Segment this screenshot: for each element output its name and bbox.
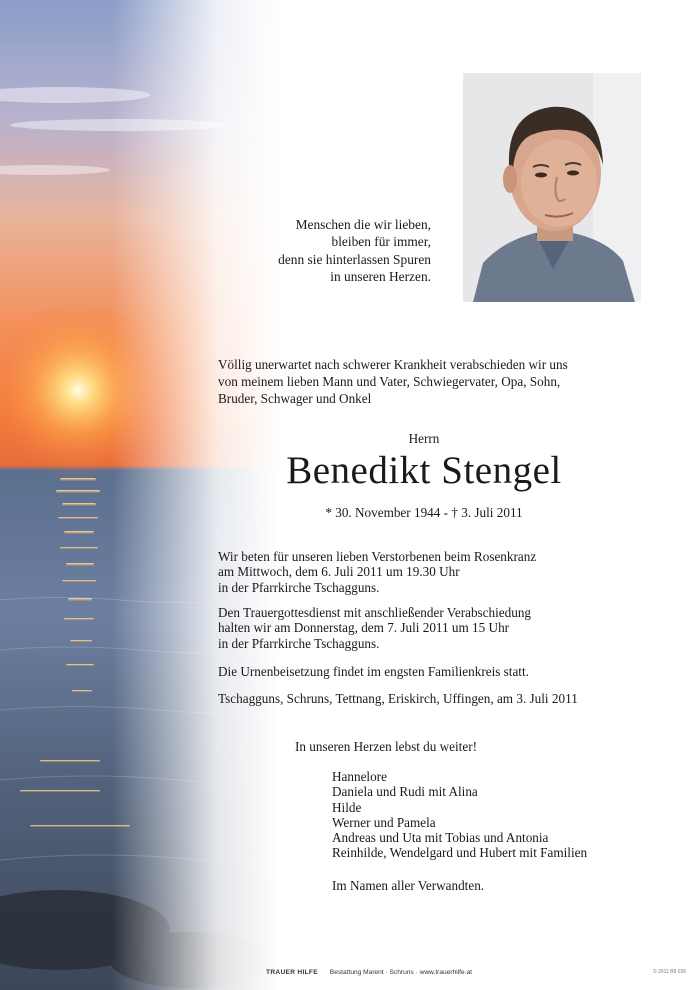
closing-line: Im Namen aller Verwandten. <box>332 878 485 893</box>
mourner-entry: Andreas und Uta mit Tobias und Antonia <box>332 830 549 846</box>
memorial-quote <box>230 216 431 286</box>
place-and-date: Tschagguns, Schruns, Tettnang, Eriskirch, Uffingen, am 3. Juli 2011 <box>218 691 578 706</box>
announcement-line: Wir beten für unseren lieben Verstorbenen beim Rosenkranz <box>218 549 537 564</box>
intro-paragraph <box>218 356 638 408</box>
honorific: Herrn <box>408 431 440 446</box>
mourners-list <box>332 769 587 861</box>
announcement-line: in der Pfarrkirche Tschagguns. <box>218 635 380 651</box>
footer-text: Bestattung Marent · Schruns · www.trauerhilfe.at <box>329 969 472 976</box>
portrait-photo <box>463 73 641 302</box>
announcement-line: in der Pfarrkirche Tschagguns. <box>218 579 380 595</box>
announcement-line: halten wir am Donnerstag, dem 7. Juli 2011 um 15 Uhr <box>218 620 510 636</box>
footer-brand: TRAUER HILFE <box>266 969 318 976</box>
quote-line: denn sie hinterlassen Spuren <box>278 251 431 267</box>
intro-line: Bruder, Schwager und Onkel <box>218 391 372 407</box>
mourner-entry: Hilde <box>332 799 362 815</box>
footer <box>266 969 472 976</box>
quote-line: Menschen die wir lieben, <box>295 217 431 232</box>
intro-line: Völlig unerwartet nach schwerer Krankheit verabschieden wir uns <box>218 357 568 372</box>
announcement-line: am Mittwoch, dem 6. Juli 2011 um 19.30 Uhr <box>218 564 460 580</box>
rosary-announcement <box>218 549 648 595</box>
funeral-service-announcement <box>218 605 648 651</box>
announcement-line: Den Trauergottesdienst mit anschließender Verabschiedung <box>218 605 532 620</box>
quote-line: in unseren Herzen. <box>330 269 431 285</box>
urn-burial-notice: Die Urnenbeisetzung findet im engsten Familienkreis statt. <box>218 664 529 679</box>
memorial-motto: In unseren Herzen lebst du weiter! <box>295 739 477 754</box>
intro-line: von meinem lieben Mann und Vater, Schwiegervater, Opa, Sohn, <box>218 374 561 390</box>
mourner-entry: Reinhilde, Wendelgard und Hubert mit Familien <box>332 845 588 861</box>
life-dates: * 30. November 1944 - † 3. Juli 2011 <box>325 505 523 520</box>
print-code: © 2011 B8 026 <box>652 969 686 975</box>
quote-line: bleiben für immer, <box>331 234 431 250</box>
deceased-name: Benedikt Stengel <box>286 449 562 492</box>
mourner-entry: Hannelore <box>332 769 387 784</box>
mourner-entry: Daniela und Rudi mit Alina <box>332 784 478 800</box>
mourner-entry: Werner und Pamela <box>332 814 436 830</box>
